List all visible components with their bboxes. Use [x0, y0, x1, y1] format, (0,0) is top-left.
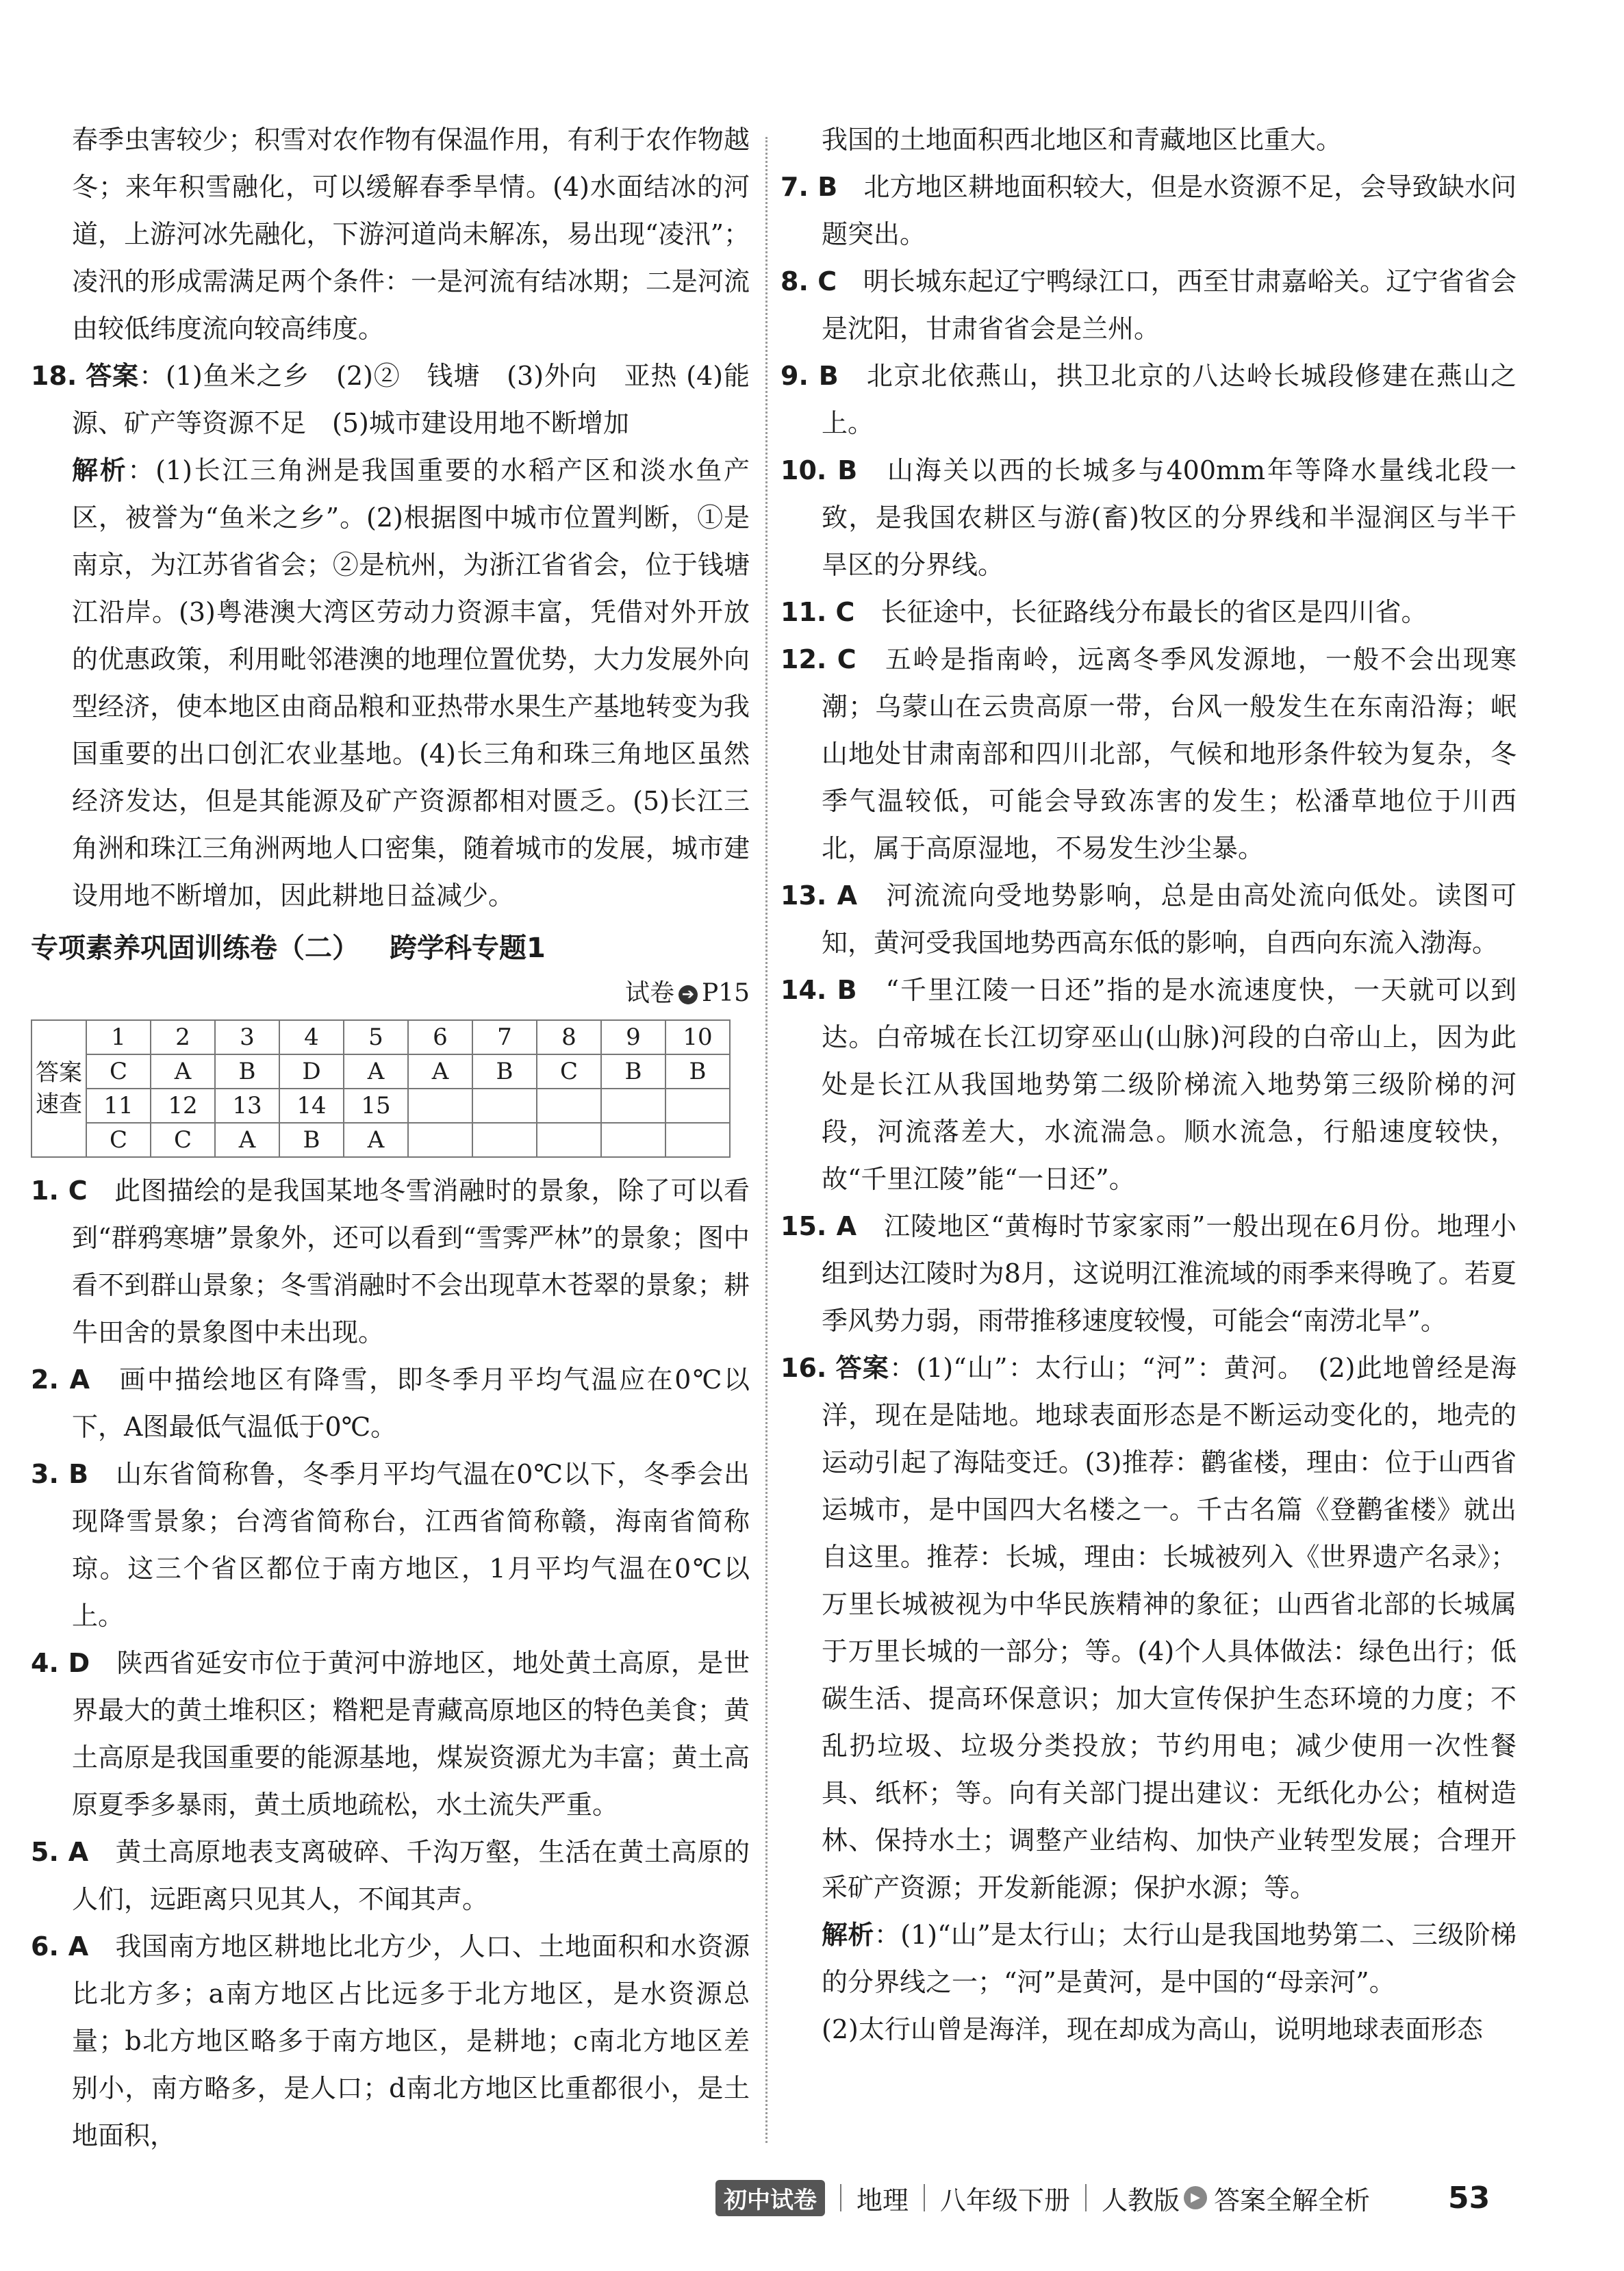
answer-item — [781, 164, 1517, 258]
table-cell: 13 — [215, 1089, 279, 1123]
table-cell: B — [472, 1054, 537, 1089]
table-cell: 11 — [86, 1089, 151, 1123]
item-text: 我国南方地区耕地比北方少，人口、土地面积和水资源比北方多；a南方地区占比远多于北方地区，是水资源总量；b北方地区略多于南方地区，是耕地；c南北方地区差别小，南方略多，是人口；d南北方地区比重都很小，是土地面积， — [72, 1931, 750, 2151]
paper-label: 试卷 — [624, 979, 674, 1007]
question-number: 18. — [31, 361, 77, 391]
answer-text: ：(1)鱼米之乡 (2)② 钱塘 (3)外向 亚热 (4)能源、矿产等资源不足 (5)城市建设用地不断增加 — [72, 361, 750, 438]
table-cell: 14 — [279, 1089, 344, 1123]
table-cell: B — [215, 1054, 279, 1089]
item-number: 15. A — [781, 1211, 857, 1241]
item-text: 山东省简称鲁，冬季月平均气温在0℃以下，冬季会出现降雪景象；台湾省简称台，江西省简称赣，海南省简称琼。这三个省区都位于南方地区，1月平均气温在0℃以上。 — [72, 1459, 750, 1631]
table-cell: C — [86, 1123, 151, 1157]
table-cell: C — [151, 1123, 215, 1157]
table-cell: 15 — [344, 1089, 408, 1123]
table-cell: A — [408, 1054, 472, 1089]
answer-text: ：(1)“山”：太行山；“河”：黄河。 (2)此地曾经是海洋，现在是陆地。地球表面形态是不断运动变化的，地壳的运动引起了海陆变迁。(3)推荐：鹳雀楼，理由：位于山西省运城市，是中国四大名楼之一。千古名篇《登鹳雀楼》就出自这里。推荐：长城，理由：长城被列入《世界遗产名录》；万里长城被视为中华民族精神的象征；山西省北部的长城属于万里长城的一部分；等。(4)个人具体做法：绿色出行；低碳生活、提高环保意识；加大宣传保护生态环境的力度；不乱扔垃圾、垃圾分类投放；节约用电；减少使用一次性餐具、纸杯；等。向有关部门提出建议：无纸化办公；植树造林、保持水土；调整产业结构、加快产业转型发展；合理开采矿产资源；开发新能源；保护水源；等。 — [822, 1353, 1517, 1903]
item-number: 3. B — [31, 1459, 89, 1489]
table-cell: A — [344, 1054, 408, 1089]
item-number: 9. B — [781, 361, 839, 391]
item-number: 12. C — [781, 644, 857, 674]
paper-page: P15 — [701, 979, 750, 1007]
answer-quick-check-table — [31, 1019, 731, 1158]
table-cell: A — [215, 1123, 279, 1157]
table-cell: 10 — [665, 1020, 730, 1054]
item-text: 长征途中，长征路线分布最长的省区是四川省。 — [880, 597, 1428, 627]
analysis-label: 解析 — [822, 1920, 874, 1950]
table-cell: 4 — [279, 1020, 344, 1054]
answer-item — [31, 1640, 750, 1829]
item-text: “千里江陵一日还”指的是水流速度快，一天就可以到达。白帝城在长江切穿巫山(山脉)河段的白帝山上，因为此处是长江从我国地势第二级阶梯流入地势第三级阶梯的河段，河流落差大，水流湍急。顺水流急，行船速度较快，故“千里江陵”能“一日还”。 — [822, 975, 1517, 1194]
footer-subject: 地理 — [857, 2185, 909, 2216]
table-cell: B — [601, 1054, 665, 1089]
column-divider — [765, 137, 767, 2143]
play-icon: ▶ — [1184, 2186, 1207, 2209]
divider — [840, 2184, 841, 2211]
footer-edition: 人教版 — [1102, 2185, 1180, 2216]
question-18 — [31, 353, 750, 447]
item-number: 6. A — [31, 1931, 89, 1962]
question-number: 16. — [781, 1353, 827, 1383]
item-text: 画中描绘地区有降雪，即冬季月平均气温应在0℃以下，A图最低气温低于0℃。 — [72, 1365, 750, 1442]
page-footer — [715, 2177, 1490, 2218]
section-title-text: 专项素养巩固训练卷（二） — [31, 932, 359, 964]
item-number: 5. A — [31, 1837, 89, 1867]
table-cell: D — [279, 1054, 344, 1089]
item-number: 11. C — [781, 597, 855, 627]
table-cell: 1 — [86, 1020, 151, 1054]
table-cell: B — [279, 1123, 344, 1157]
item-number: 7. B — [781, 172, 838, 202]
table-cell: C — [86, 1054, 151, 1089]
item-number: 13. A — [781, 880, 858, 911]
analysis-text: ：(1)“山”是太行山；太行山是我国地势第二、三级阶梯的分界线之一；“河”是黄河，是中国的“母亲河”。 — [822, 1920, 1517, 1997]
answer-item — [31, 1829, 750, 1923]
table-label-top: 答案 — [36, 1059, 82, 1087]
question-18-analysis — [31, 447, 750, 919]
table-cell: 5 — [344, 1020, 408, 1054]
item-number: 4. D — [31, 1648, 90, 1678]
answer-item — [31, 1923, 750, 2159]
divider — [924, 2184, 925, 2211]
section-subtitle: 跨学科专题1 — [390, 932, 546, 964]
item-text: 黄土高原地表支离破碎、千沟万壑，生活在黄土高原的人们，远距离只见其人，不闻其声。 — [72, 1837, 750, 1914]
table-cell — [472, 1123, 537, 1157]
item-text: 河流流向受地势影响，总是由高处流向低处。读图可知，黄河受我国地势西高东低的影响，自西向东流入渤海。 — [822, 880, 1517, 958]
continued-analysis: 春季虫害较少；积雪对农作物有保温作用，有利于农作物越冬；来年积雪融化，可以缓解春季旱情。(4)水面结冰的河道，上游河冰先融化，下游河道尚未解冻，易出现“凌汛”；凌汛的形成需满足两个条件：一是河流有结冰期；二是河流由较低纬度流向较高纬度。 — [72, 125, 750, 344]
answer-item — [781, 636, 1517, 872]
table-cell — [408, 1089, 472, 1123]
item-text: 北方地区耕地面积较大，但是水资源不足，会导致缺水问题突出。 — [822, 172, 1517, 249]
answer-item — [781, 353, 1517, 447]
item-text: 江陵地区“黄梅时节家家雨”一般出现在6月份。地理小组到达江陵时为8月，这说明江淮流域的雨季来得晚了。若夏季风势力弱，雨带推移速度较慢，可能会“南涝北旱”。 — [822, 1211, 1517, 1336]
item-number: 10. B — [781, 455, 858, 485]
table-label-bottom: 速查 — [36, 1091, 82, 1118]
divider — [1085, 2184, 1087, 2211]
table-cell — [472, 1089, 537, 1123]
answer-item — [781, 258, 1517, 353]
question-16-analysis-cont: (2)太行山曾是海洋，现在却成为高山，说明地球表面形态 — [822, 2014, 1483, 2044]
table-cell: 3 — [215, 1020, 279, 1054]
question-16 — [781, 1345, 1517, 1912]
question-16-analysis — [781, 1912, 1517, 2006]
footer-brand: 初中试卷 — [715, 2180, 825, 2216]
answer-label: 答案 — [835, 1353, 890, 1383]
item-text: 陕西省延安市位于黄河中游地区，地处黄土高原，是世界最大的黄土堆积区；糌粑是青藏高原地区的特色美食；黄土高原是我国重要的能源基地，煤炭资源尤为丰富；黄土高原夏季多暴雨，黄土质地疏松，水土流失严重。 — [72, 1648, 750, 1820]
continued-analysis: 我国的土地面积西北地区和青藏地区比重大。 — [822, 125, 1343, 155]
table-cell: A — [151, 1054, 215, 1089]
table-cell — [665, 1089, 730, 1123]
table-cell: 6 — [408, 1020, 472, 1054]
item-number: 14. B — [781, 975, 857, 1005]
table-cell — [665, 1123, 730, 1157]
table-cell — [537, 1123, 601, 1157]
answer-item — [781, 589, 1517, 636]
table-label — [31, 1020, 86, 1157]
page-number: 53 — [1448, 2180, 1490, 2216]
table-cell: 9 — [601, 1020, 665, 1054]
answer-item — [781, 967, 1517, 1203]
item-number: 1. C — [31, 1176, 88, 1206]
table-cell — [408, 1123, 472, 1157]
left-column — [31, 116, 750, 2159]
item-number: 2. A — [31, 1365, 90, 1395]
answer-item — [781, 1203, 1517, 1345]
analysis-text: ：(1)长江三角洲是我国重要的水稻产区和淡水鱼产区，被誉为“鱼米之乡”。(2)根据图中城市位置判断，①是南京，为江苏省省会；②是杭州，为浙江省省会，位于钱塘江沿岸。(3)粤港澳大湾区劳动力资源丰富，凭借对外开放的优惠政策，利用毗邻港澳的地理位置优势，大力发展外向型经济，使本地区由商品粮和亚热带水果生产基地转变为我国重要的出口创汇农业基地。(4)长三角和珠三角地区虽然经济发达，但是其能源及矿产资源都相对匮乏。(5)长江三角洲和珠江三角洲两地人口密集，随着城市的发展，城市建设用地不断增加，因此耕地日益减少。 — [72, 455, 750, 911]
answer-label: 答案 — [86, 361, 140, 391]
section-title — [31, 924, 750, 973]
footer-series: 答案全解全析 — [1214, 2185, 1371, 2216]
right-column — [781, 116, 1517, 2053]
table-cell: B — [665, 1054, 730, 1089]
answer-item — [31, 1451, 750, 1640]
table-cell: 12 — [151, 1089, 215, 1123]
arrow-right-icon: ➔ — [678, 985, 698, 1004]
item-text: 明长城东起辽宁鸭绿江口，西至甘肃嘉峪关。辽宁省省会是沈阳，甘肃省省会是兰州。 — [822, 266, 1517, 344]
table-cell — [537, 1089, 601, 1123]
analysis-label: 解析 — [72, 455, 128, 485]
table-cell — [601, 1123, 665, 1157]
paper-reference — [31, 973, 750, 1014]
table-cell: 2 — [151, 1020, 215, 1054]
answer-item — [31, 1167, 750, 1356]
table-cell: C — [537, 1054, 601, 1089]
item-text: 山海关以西的长城多与400mm年等降水量线北段一致，是我国农耕区与游(畜)牧区的分界线和半湿润区与半干旱区的分界线。 — [822, 455, 1517, 580]
item-number: 8. C — [781, 266, 837, 296]
answer-item — [781, 872, 1517, 967]
item-text: 此图描绘的是我国某地冬雪消融时的景象，除了可以看到“群鸦寒塘”景象外，还可以看到“雪霁严林”的景象；图中看不到群山景象；冬雪消融时不会出现草木苍翠的景象；耕牛田舍的景象图中未出现。 — [72, 1176, 750, 1347]
item-text: 五岭是指南岭，远离冬季风发源地，一般不会出现寒潮；乌蒙山在云贵高原一带，台风一般发生在东南沿海；岷山地处甘肃南部和四川北部，气候和地形条件较为复杂，冬季气温较低，可能会导致冻害的发生；松潘草地位于川西北，属于高原湿地，不易发生沙尘暴。 — [822, 644, 1517, 863]
table-cell — [601, 1089, 665, 1123]
table-cell: A — [344, 1123, 408, 1157]
answer-item — [31, 1356, 750, 1451]
item-text: 北京北依燕山，拱卫北京的八达岭长城段修建在燕山之上。 — [822, 361, 1517, 438]
table-cell: 7 — [472, 1020, 537, 1054]
table-cell: 8 — [537, 1020, 601, 1054]
footer-grade: 八年级下册 — [940, 2185, 1071, 2216]
answer-item — [781, 447, 1517, 589]
